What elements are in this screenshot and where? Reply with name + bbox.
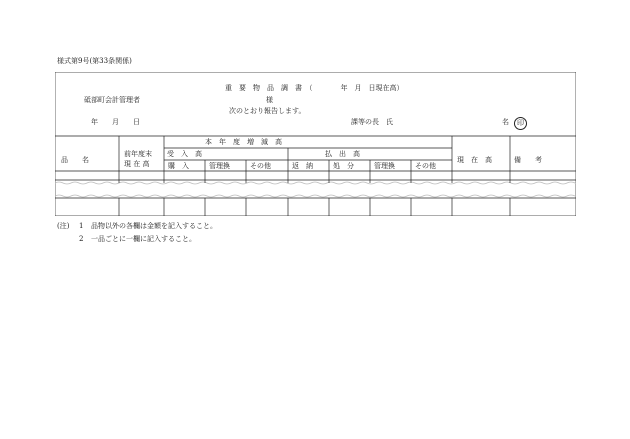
sub-in-transfer: 管理換 [209,162,230,170]
report-title: 重 要 物 品 調 書 （ 年 月 日現在高） [225,84,404,92]
sub-out-transfer: 管理換 [374,162,395,170]
date-line: 年 月 日 [91,118,140,126]
col-current-header: 現 在 高 [457,156,492,164]
sub-return: 返 納 [292,162,313,170]
sub-disposal: 処 分 [333,162,354,170]
honorific: 様 [266,96,273,104]
col-item-header: 品 名 [61,156,89,164]
reporter-label: 課等の長 氏 [351,118,393,126]
col-prev-header-line1: 前年度末 [124,150,152,158]
wavy-break-top [55,182,576,184]
wavy-break-bottom [55,195,575,197]
note-text: 品物以外の各欄は金額を記入すること。 [91,222,217,230]
seal-mark: 印 [514,117,527,130]
col-in-header: 受 入 高 [167,150,202,158]
sub-in-other: その他 [250,162,271,170]
sub-out-other: その他 [415,162,436,170]
col-prev-header-line2: 現 在 高 [124,160,150,168]
col-out-header: 払 出 高 [325,150,360,158]
col-remarks-header: 備 考 [514,156,542,164]
addressee: 砥部町会計管理者 [84,96,140,104]
name-label: 名 [502,118,509,126]
notes-label: (注) [57,222,70,230]
note-text: 一品ごとに一欄に記入すること。 [91,235,196,243]
sub-purchase: 購 入 [168,162,189,170]
form-number: 様式第9号(第33条関係) [57,57,132,65]
note-number: 1 [79,222,84,230]
col-group-header: 本 年 度 増 減 高 [205,138,282,146]
report-form [55,72,576,216]
form-grid [55,72,576,216]
statement: 次のとおり報告します。 [229,107,306,115]
note-number: 2 [79,235,84,243]
